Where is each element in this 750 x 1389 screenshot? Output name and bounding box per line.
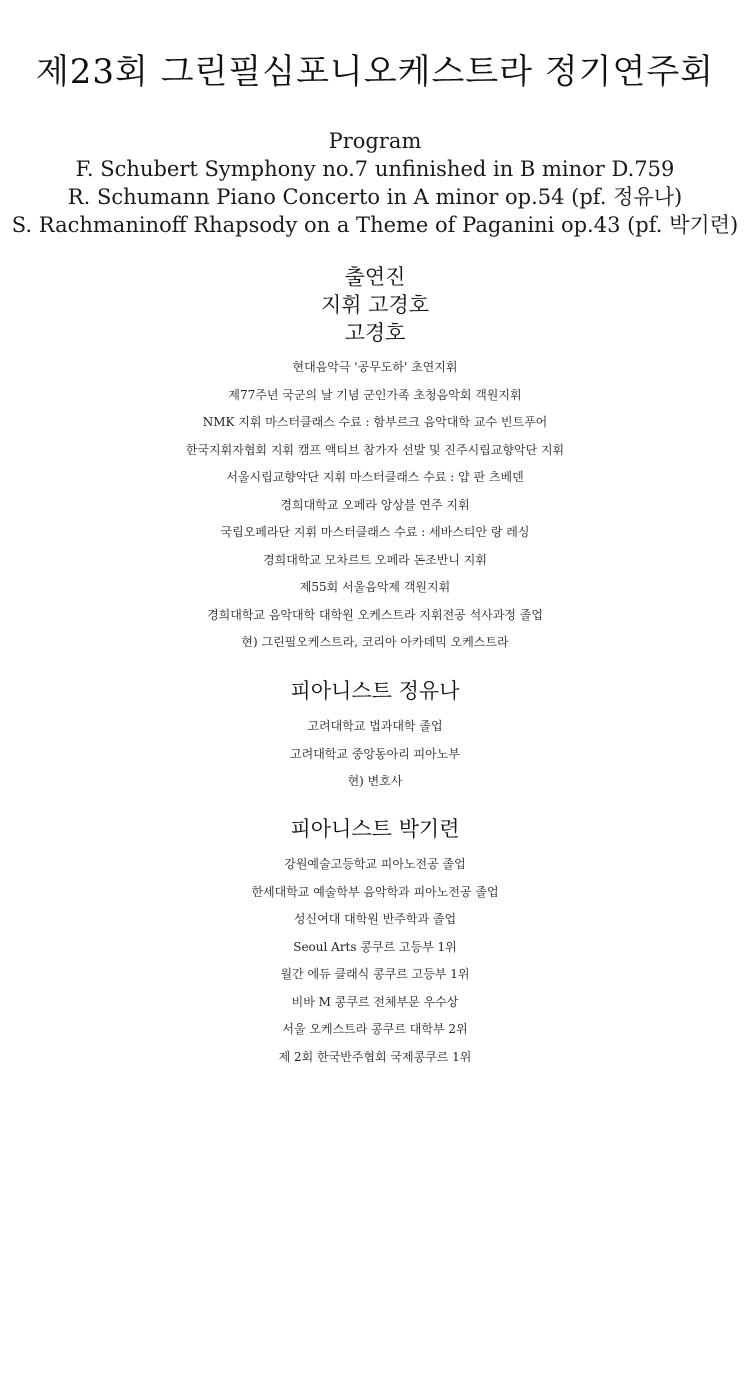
program-piece-3: S. Rachmaninoff Rhapsody on a Theme of Paganini op.43 (pf. 박기련) <box>11 213 739 237</box>
pianist-jung-section <box>0 677 750 796</box>
list-item: 경희대학교 모차르트 오페라 돈조반니 지휘 <box>263 552 487 567</box>
pianist-park-career-list <box>0 851 750 1071</box>
program-piece-2: R. Schumann Piano Concerto in A minor op.54 (pf. 정유나) <box>67 185 683 209</box>
list-item: 한국지휘자협회 지휘 캠프 액티브 참가자 선발 및 진주시립교향악단 지휘 <box>185 442 565 457</box>
pianist-park-section <box>0 815 750 1071</box>
program-piece-1: F. Schubert Symphony no.7 unfinished in B minor D.759 <box>75 157 675 181</box>
list-item: 월간 에듀 클래식 콩쿠르 고등부 1위 <box>280 967 470 981</box>
conductor-name: 고경호 <box>344 321 406 345</box>
program-section <box>0 127 750 239</box>
list-item: 경희대학교 음악대학 대학원 오케스트라 지휘전공 석사과정 졸업 <box>207 607 543 622</box>
list-item: NMK 지휘 마스터클래스 수료 : 함부르크 음악대학 교수 빈트푸어 <box>202 415 548 429</box>
list-item: 제55회 서울음악제 객원지휘 <box>299 580 451 594</box>
conductor-role: 지휘 고경호 <box>320 293 430 317</box>
list-item: 성신여대 대학원 반주학과 졸업 <box>293 912 457 926</box>
list-item: 서울시립교향악단 지휘 마스터클래스 수료 : 얍 판 츠베덴 <box>226 470 524 484</box>
list-item: 제 2회 한국반주협회 국제콩쿠르 1위 <box>278 1049 472 1064</box>
concert-title: 제23회 그린필심포니오케스트라 정기연주회 <box>35 52 715 92</box>
list-item: Seoul Arts 콩쿠르 고등부 1위 <box>293 939 457 954</box>
list-item: 한세대학교 예술학부 음악학과 피아노전공 졸업 <box>251 884 499 899</box>
list-item: 비바 M 콩쿠르 전체부문 우수상 <box>291 994 459 1009</box>
program-heading: Program <box>328 129 422 153</box>
list-item: 경희대학교 오페라 앙상블 연주 지휘 <box>280 497 470 512</box>
performers-heading: 출연진 <box>344 265 406 289</box>
list-item: 고려대학교 법과대학 졸업 <box>307 719 443 733</box>
pianist-park-role: 피아니스트 박기련 <box>290 817 460 841</box>
conductor-career-list <box>0 354 750 657</box>
list-item: 국립오페라단 지휘 마스터클래스 수료 : 세바스티안 랑 레싱 <box>220 525 530 539</box>
pianist-jung-role: 피아니스트 정유나 <box>290 679 460 703</box>
list-item: 현대음악극 '공무도하' 초연지휘 <box>292 360 458 374</box>
list-item: 제77주년 국군의 날 기념 군인가족 초청음악회 객원지휘 <box>228 387 522 402</box>
list-item: 고려대학교 중앙동아리 피아노부 <box>290 746 460 761</box>
list-item: 현) 변호사 <box>347 774 403 788</box>
pianist-jung-career-list <box>0 713 750 796</box>
list-item: 서울 오케스트라 콩쿠르 대학부 2위 <box>282 1022 468 1036</box>
list-item: 현) 그린필오케스트라, 코리아 아카데믹 오케스트라 <box>241 635 509 649</box>
conductor-section <box>0 263 750 657</box>
list-item: 강원예술고등학교 피아노전공 졸업 <box>284 857 466 871</box>
